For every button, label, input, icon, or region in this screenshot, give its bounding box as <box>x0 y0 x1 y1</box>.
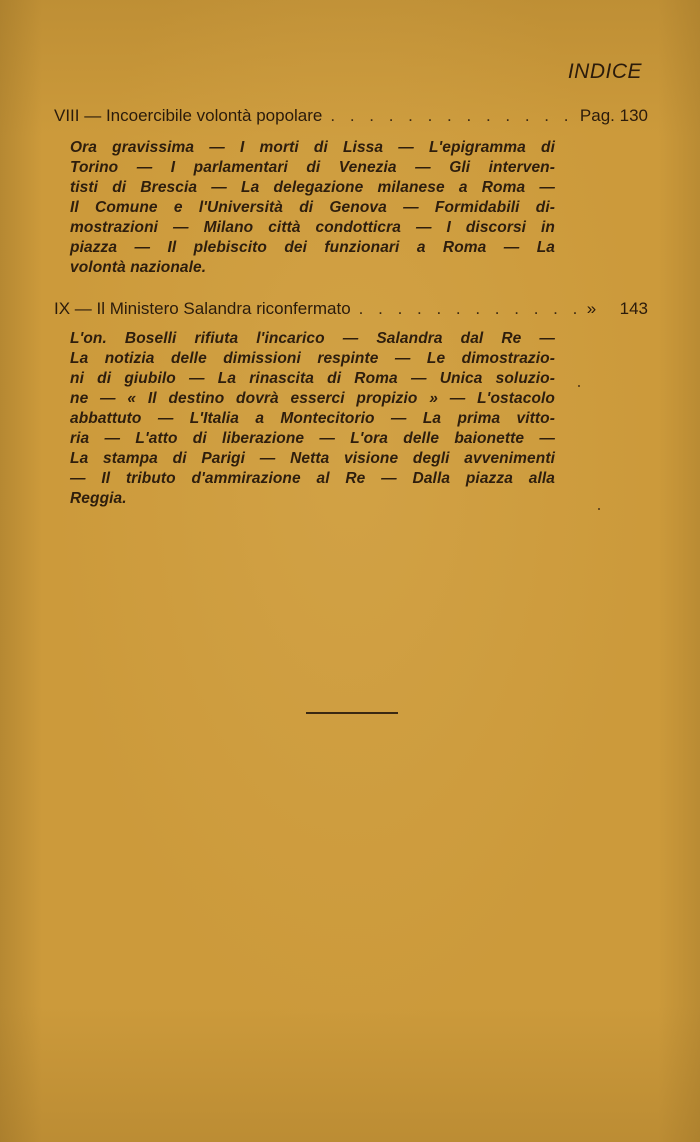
toc-entry-heading <box>54 106 648 126</box>
page-number: 143 <box>619 299 648 318</box>
page-number: 130 <box>619 106 648 125</box>
summary-line: L'on. Boselli rifiuta l'incarico — Salandra dal Re — <box>70 330 555 347</box>
summary-line: tisti di Brescia — La delegazione milanese a Roma — <box>70 179 555 196</box>
summary-line: La notizia delle dimissioni respinte — Le dimostrazio- <box>70 350 555 367</box>
summary-line: — Il tributo d'ammirazione al Re — Dalla piazza alla <box>70 470 555 487</box>
entry-summary <box>70 329 555 509</box>
summary-line: abbattuto — L'Italia a Montecitorio — La prima vitto- <box>70 410 555 427</box>
entry-title: VIII — Incoercibile volontà popolare <box>54 106 323 125</box>
summary-line: mostrazioni — Milano città condotticra — I discorsi in <box>70 219 555 236</box>
summary-line: ne — « Il destino dovrà esserci propizio » — L'ostacolo <box>70 390 555 407</box>
summary-line: ria — L'atto di liberazione — L'ora delle baionette — <box>70 430 555 447</box>
entry-title: IX — Il Ministero Salandra riconfermato <box>54 299 351 318</box>
page-prefix: Pag. <box>579 106 615 125</box>
summary-line: Torino — I parlamentari di Venezia — Gli interven- <box>70 159 555 176</box>
toc-entry-heading <box>54 299 648 319</box>
summary-line: ni di giubilo — La rinascita di Roma — Unica soluzio- <box>70 370 555 387</box>
paper-speck <box>578 385 580 387</box>
entry-summary <box>70 138 555 278</box>
page-reference <box>587 299 648 319</box>
summary-line: piazza — Il plebiscito dei funzionari a Roma — La <box>70 239 555 256</box>
page-prefix: » <box>586 299 597 318</box>
paper-speck <box>598 508 600 510</box>
summary-line: Reggia. <box>70 490 127 507</box>
summary-line: Ora gravissima — I morti di Lissa — L'epigramma di <box>70 139 555 156</box>
running-head: INDICE <box>567 60 642 83</box>
page-reference <box>580 106 648 126</box>
closing-rule <box>306 712 398 714</box>
summary-line: La stampa di Parigi — Netta visione degli avvenimenti <box>70 450 555 467</box>
dot-leader <box>359 299 579 319</box>
summary-line: Il Comune e l'Università di Genova — Formidabili di- <box>70 199 555 216</box>
summary-line: volontà nazionale. <box>70 259 207 276</box>
dot-leader <box>330 106 572 126</box>
